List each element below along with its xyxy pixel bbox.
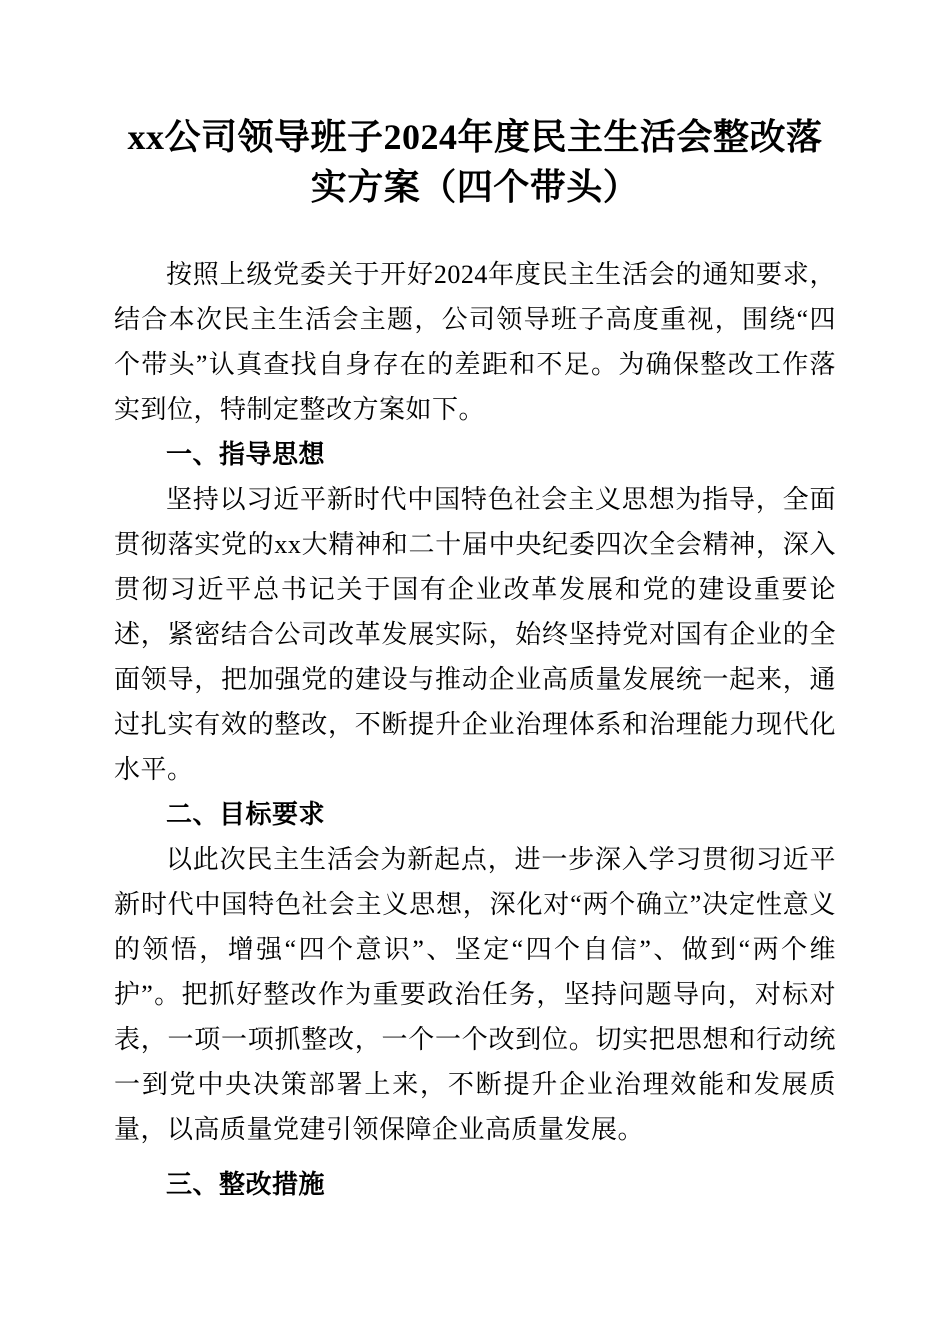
section-2-paragraph: 以此次民主生活会为新起点，进一步深入学习贯彻习近平新时代中国特色社会主义思想，深化对“两个确立”决定性意义的领悟，增强“四个意识”、坚定“四个自信”、做到“两个维护”。把抓好整改作为重要政治任务，坚持问题导向，对标对表，一项一项抓整改，一个一个改到位。切实把思想和行动统一到党中央决策部署上来，不断提升企业治理效能和发展质量，以高质量党建引领保障企业高质量发展。 bbox=[114, 845, 836, 1144]
section-heading-3: 三、整改措施 bbox=[166, 1169, 326, 1199]
intro-paragraph: 按照上级党委关于开好2024年度民主生活会的通知要求，结合本次民主生活会主题，公司领导班子高度重视，围绕“四个带头”认真查找自身存在的差距和不足。为确保整改工作落实到位，特制定整改方案如下。 bbox=[114, 260, 836, 424]
section-heading-1: 一、指导思想 bbox=[166, 439, 326, 469]
document-title: xx公司领导班子2024年度民主生活会整改落实方案（四个带头） bbox=[127, 117, 823, 207]
section-1-paragraph: 坚持以习近平新时代中国特色社会主义思想为指导，全面贯彻落实党的xx大精神和二十届中央纪委四次全会精神，深入贯彻习近平总书记关于国有企业改革发展和党的建设重要论述，紧密结合公司改革发展实际，始终坚持党对国有企业的全面领导，把加强党的建设与推动企业高质量发展统一起来，通过扎实有效的整改，不断提升企业治理体系和治理能力现代化水平。 bbox=[114, 485, 836, 784]
section-heading-2: 二、目标要求 bbox=[166, 799, 326, 829]
